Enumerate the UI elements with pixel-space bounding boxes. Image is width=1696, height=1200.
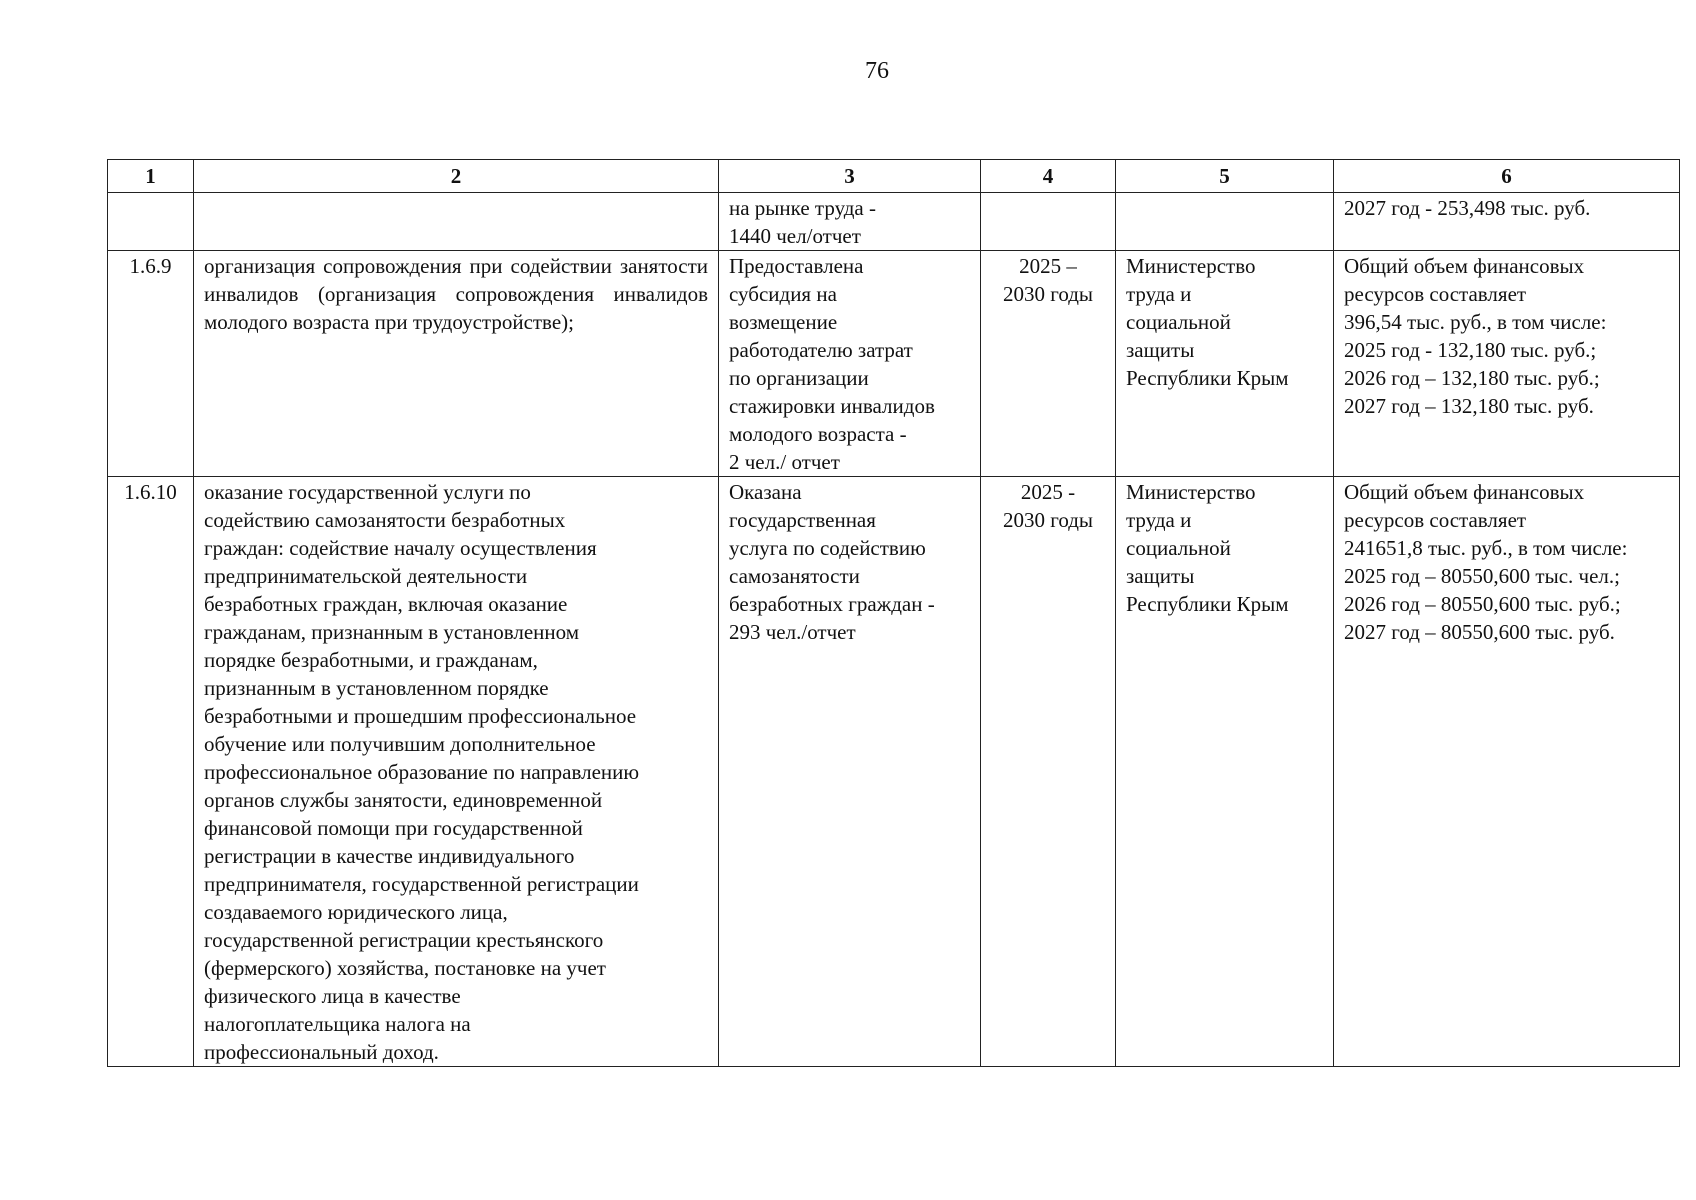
text-line: (фермерского) хозяйства, постановке на учет — [204, 956, 606, 980]
cell-result — [719, 193, 981, 251]
text-line: профессиональный доход. — [204, 1040, 439, 1064]
cell-executor — [1116, 477, 1334, 1067]
cell-finance — [1334, 477, 1680, 1067]
text-line: защиты — [1126, 564, 1195, 588]
text-line: 293 чел./отчет — [729, 620, 856, 644]
cell-executor — [1116, 193, 1334, 251]
text-line: предпринимателя, государственной регистрации — [204, 872, 639, 896]
page-number: 76 — [865, 58, 889, 84]
text-line: Общий объем финансовых — [1344, 254, 1585, 278]
text-line: Министерство — [1126, 480, 1256, 504]
cell-measure — [194, 477, 719, 1067]
text-line: Республики Крым — [1126, 366, 1289, 390]
cell-number: 1.6.9 — [108, 251, 194, 477]
text-line: молодого возраста - — [729, 422, 907, 446]
text-line: государственная — [729, 508, 876, 532]
cell-number — [108, 193, 194, 251]
text-line: стажировки инвалидов — [729, 394, 935, 418]
text-line: гражданам, признанным в установленном — [204, 620, 580, 644]
text-line: безработных граждан, включая оказание — [204, 592, 568, 616]
text-line: самозанятости — [729, 564, 860, 588]
text-line: 2025 - — [1020, 480, 1076, 504]
text-line: признанным в установленном порядке — [204, 676, 549, 700]
text-line: налогоплательщика налога на — [204, 1012, 471, 1036]
text-line: 2026 год – 80550,600 тыс. руб.; — [1344, 592, 1621, 616]
text-line: физического лица в качестве — [204, 984, 461, 1008]
text-line: 2027 год – 80550,600 тыс. руб. — [1344, 620, 1615, 644]
text-line: профессиональное образование по направлению — [204, 760, 640, 784]
text-line: труда и — [1126, 508, 1192, 532]
column-header-2: 2 — [194, 160, 719, 193]
text-line: 2030 годы — [1002, 508, 1094, 532]
cell-term — [981, 193, 1116, 251]
program-measures-table — [107, 159, 1680, 1067]
text-line: граждан: содействие началу осуществления — [204, 536, 597, 560]
cell-term — [981, 251, 1116, 477]
text-line: субсидия на — [729, 282, 837, 306]
text-line: предпринимательской деятельности — [204, 564, 528, 588]
text-line: 396,54 тыс. руб., в том числе: — [1344, 310, 1607, 334]
text-line: Республики Крым — [1126, 592, 1289, 616]
text-line: содействию самозанятости безработных — [204, 508, 566, 532]
cell-finance — [1334, 193, 1680, 251]
text-line: обучение или получившим дополнительное — [204, 732, 596, 756]
text-line: по организации — [729, 366, 869, 390]
cell-term — [981, 477, 1116, 1067]
column-header-1: 1 — [108, 160, 194, 193]
text-line: порядке безработными, и гражданам, — [204, 648, 538, 672]
text-line: 2025 год – 80550,600 тыс. чел.; — [1344, 564, 1620, 588]
text-line: ресурсов составляет — [1344, 508, 1527, 532]
text-line: на рынке труда - — [729, 196, 876, 220]
text-line: органов службы занятости, единовременной — [204, 788, 603, 812]
cell-number: 1.6.10 — [108, 477, 194, 1067]
cell-measure: организация сопровождения при содействии занятости инвалидов (организация сопровождения инвалидов молодого возраста при трудоустройстве); — [194, 251, 719, 477]
column-header-6: 6 — [1334, 160, 1680, 193]
table-row — [108, 251, 1680, 477]
column-header-3: 3 — [719, 160, 981, 193]
text-line: труда и — [1126, 282, 1192, 306]
text-line: безработными и прошедшим профессиональное — [204, 704, 637, 728]
text-line: 1440 чел/отчет — [729, 224, 861, 248]
text-line: создаваемого юридического лица, — [204, 900, 508, 924]
text-line: финансовой помощи при государственной — [204, 816, 583, 840]
text-line: социальной — [1126, 310, 1231, 334]
column-header-4: 4 — [981, 160, 1116, 193]
column-header-5: 5 — [1116, 160, 1334, 193]
text-line: 2 чел./ отчет — [729, 450, 840, 474]
text-line: 2027 год – 132,180 тыс. руб. — [1344, 394, 1594, 418]
text-line: Общий объем финансовых — [1344, 480, 1585, 504]
text-line: 2025 – — [1019, 254, 1077, 278]
text-line: безработных граждан - — [729, 592, 935, 616]
text-line: 2030 годы — [1002, 282, 1094, 306]
text-line: Предоставлена — [729, 254, 864, 278]
text-line: регистрации в качестве индивидуального — [204, 844, 575, 868]
text-line: оказание государственной услуги по — [204, 480, 531, 504]
text-line: 2025 год - 132,180 тыс. руб.; — [1344, 338, 1597, 362]
text-line: государственной регистрации крестьянского — [204, 928, 604, 952]
text-line: 2027 год - 253,498 тыс. руб. — [1344, 196, 1591, 220]
text-line: Оказана — [729, 480, 802, 504]
text-line: работодателю затрат — [729, 338, 913, 362]
cell-finance — [1334, 251, 1680, 477]
text-line: 241651,8 тыс. руб., в том числе: — [1344, 536, 1628, 560]
cell-executor — [1116, 251, 1334, 477]
text-line: услуга по содействию — [729, 536, 926, 560]
text-line: Министерство — [1126, 254, 1256, 278]
cell-result — [719, 477, 981, 1067]
text-line: возмещение — [729, 310, 838, 334]
table-row — [108, 193, 1680, 251]
text-line: ресурсов составляет — [1344, 282, 1527, 306]
table-row — [108, 477, 1680, 1067]
cell-result — [719, 251, 981, 477]
cell-measure — [194, 193, 719, 251]
text-line: защиты — [1126, 338, 1195, 362]
table-header-row — [108, 160, 1680, 193]
text-line: 2026 год – 132,180 тыс. руб.; — [1344, 366, 1600, 390]
text-line: социальной — [1126, 536, 1231, 560]
